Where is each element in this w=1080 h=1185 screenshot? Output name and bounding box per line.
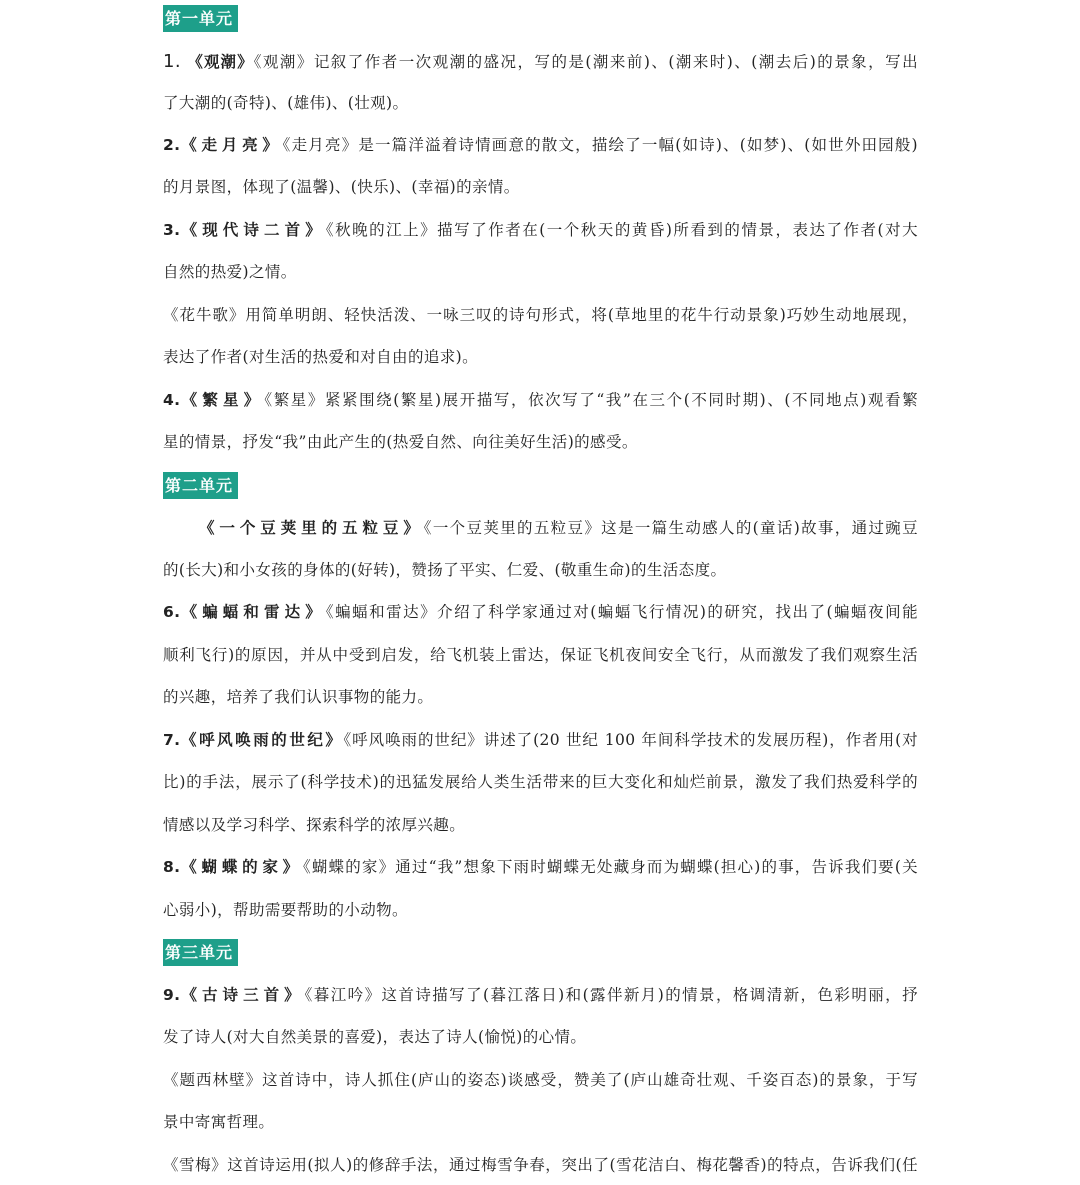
item-9-line-1 xyxy=(163,985,918,1005)
item-7-number: 7. xyxy=(163,731,181,749)
unit-header-2: 第二单元 xyxy=(163,472,238,499)
item-8-title: 《蝴蝶的家》 xyxy=(180,857,303,876)
item-4-line-2: 星的情景，抒发“我”由此产生的(热爱自然、向往美好生活)的感受。 xyxy=(163,433,638,451)
item-5-line-1 xyxy=(163,518,918,538)
item-1-line-1 xyxy=(163,52,918,72)
item-5-text: 《一个豆荚里的五粒豆》这是一篇生动感人的(童话)故事，通过豌豆 xyxy=(423,519,918,537)
item-3-line-4: 表达了作者(对生活的热爱和对自由的追求)。 xyxy=(163,348,478,366)
item-3-line-2: 自然的热爱)之情。 xyxy=(163,263,297,281)
item-5-title: 《一个豆荚里的五粒豆》 xyxy=(199,518,424,537)
item-4-text: 《繁星》紧紧围绕(繁星)展开描写，依次写了“我”在三个(不同时期)、(不同地点)观看繁 xyxy=(264,391,918,409)
item-4-number: 4. xyxy=(163,391,181,409)
unit-header-3: 第三单元 xyxy=(163,939,238,966)
unit-header-1: 第一单元 xyxy=(163,5,238,32)
item-6-number: 6. xyxy=(163,603,181,621)
item-8-number: 8. xyxy=(163,858,181,876)
item-1-line-2: 了大潮的(奇特)、(雄伟)、(壮观)。 xyxy=(163,94,409,112)
item-2-number: 2. xyxy=(163,136,181,154)
item-4-line-1 xyxy=(163,390,918,410)
item-3-title: 《现代诗二首》 xyxy=(180,220,326,239)
item-6-text: 《蝙蝠和雷达》介绍了科学家通过对(蝙蝠飞行情况)的研究，找出了(蝙蝠夜间能 xyxy=(325,603,918,621)
item-6-line-1 xyxy=(163,602,918,622)
item-9-line-5: 《雪梅》这首诗运用(拟人)的修辞手法，通过梅雪争春，突出了(雪花洁白、梅花馨香)的特点，告诉我们(任 xyxy=(163,1156,918,1174)
item-1-number: 1. xyxy=(163,52,181,72)
item-9-line-3: 《题西林壁》这首诗中，诗人抓住(庐山的姿态)谈感受，赞美了(庐山雄奇壮观、千姿百态)的景象，于写 xyxy=(163,1071,918,1089)
item-3-text: 《秋晚的江上》描写了作者在(一个秋天的黄昏)所看到的情景，表达了作者(对大 xyxy=(325,221,918,239)
item-6-title: 《蝙蝠和雷达》 xyxy=(180,602,326,621)
item-6-line-2: 顺利飞行)的原因，并从中受到启发，给飞机装上雷达，保证飞机夜间安全飞行，从而激发了我们观察生活 xyxy=(163,646,918,664)
item-7-text: 《呼风唤雨的世纪》讲述了(20 世纪 100 年间科学技术的发展历程)，作者用(对 xyxy=(343,731,918,749)
item-9-line-4: 景中寄寓哲理。 xyxy=(163,1113,275,1131)
item-1-text: 《观潮》记叙了作者一次观潮的盛况，写的是(潮来前)、(潮来时)、(潮去后)的景象，写出 xyxy=(253,53,918,71)
item-7-line-3: 情感以及学习科学、探索科学的浓厚兴趣。 xyxy=(163,816,466,834)
item-3-line-1 xyxy=(163,220,918,240)
item-2-title: 《走月亮》 xyxy=(180,135,283,154)
item-8-text: 《蝴蝶的家》通过“我”想象下雨时蝴蝶无处藏身而为蝴蝶(担心)的事，告诉我们要(关 xyxy=(302,858,918,876)
item-3-line-3: 《花牛歌》用简单明朗、轻快活泼、一咏三叹的诗句形式，将(草地里的花牛行动景象)巧妙生动地展现， xyxy=(163,306,918,324)
item-5-line-2: 的(长大)和小女孩的身体的(好转)，赞扬了平实、仁爱、(敬重生命)的生活态度。 xyxy=(163,561,727,579)
item-4-title: 《繁星》 xyxy=(180,390,265,409)
item-1-title: 《观潮》 xyxy=(187,52,254,71)
item-2-line-1 xyxy=(163,135,918,155)
item-9-title: 《古诗三首》 xyxy=(180,985,305,1004)
item-6-line-3: 的兴趣，培养了我们认识事物的能力。 xyxy=(163,688,434,706)
item-7-line-1 xyxy=(163,730,918,750)
item-2-text: 《走月亮》是一篇洋溢着诗情画意的散文，描绘了一幅(如诗)、(如梦)、(如世外田园般) xyxy=(282,136,918,154)
item-9-line-2: 发了诗人(对大自然美景的喜爱)，表达了诗人(愉悦)的心情。 xyxy=(163,1028,587,1046)
item-9-text: 《暮江吟》这首诗描写了(暮江落日)和(露伴新月)的情景，格调清新，色彩明丽，抒 xyxy=(304,986,918,1004)
item-2-line-2: 的月景图，体现了(温馨)、(快乐)、(幸福)的亲情。 xyxy=(163,178,520,196)
item-3-number: 3. xyxy=(163,221,181,239)
item-8-line-1 xyxy=(163,857,918,877)
item-7-title: 《呼风唤雨的世纪》 xyxy=(180,730,344,749)
item-8-line-2: 心弱小)，帮助需要帮助的小动物。 xyxy=(163,901,408,919)
item-7-line-2: 比)的手法，展示了(科学技术)的迅猛发展给人类生活带来的巨大变化和灿烂前景，激发了我们热爱科学的 xyxy=(163,773,918,791)
item-9-number: 9. xyxy=(163,986,181,1004)
